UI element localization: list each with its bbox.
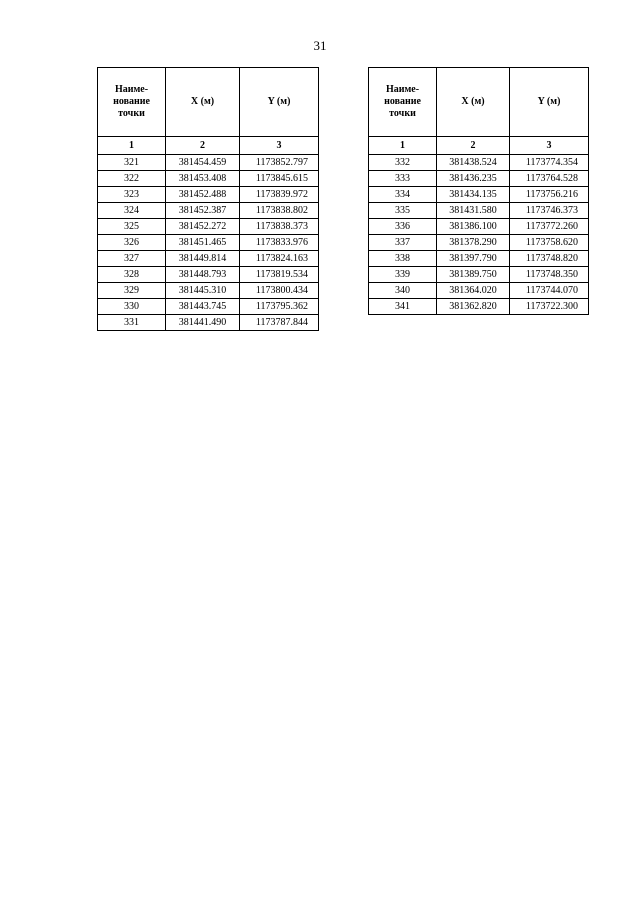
y-coordinate-cell: 1173756.216 bbox=[510, 187, 589, 203]
y-coordinate-cell: 1173852.797 bbox=[240, 155, 319, 171]
x-coordinate-cell: 381454.459 bbox=[166, 155, 240, 171]
x-coordinate-cell: 381453.408 bbox=[166, 171, 240, 187]
point-name-cell: 336 bbox=[369, 219, 437, 235]
header-y: Y (м) bbox=[240, 68, 319, 137]
y-coordinate-cell: 1173839.972 bbox=[240, 187, 319, 203]
y-coordinate-cell: 1173746.373 bbox=[510, 203, 589, 219]
column-number-2: 2 bbox=[166, 137, 240, 155]
point-name-cell: 333 bbox=[369, 171, 437, 187]
point-name-cell: 328 bbox=[98, 267, 166, 283]
table-row bbox=[98, 315, 319, 331]
x-coordinate-cell: 381431.580 bbox=[437, 203, 510, 219]
y-coordinate-cell: 1173824.163 bbox=[240, 251, 319, 267]
point-name-cell: 332 bbox=[369, 155, 437, 171]
x-coordinate-cell: 381389.750 bbox=[437, 267, 510, 283]
table-body-left bbox=[98, 155, 319, 331]
y-coordinate-cell: 1173787.844 bbox=[240, 315, 319, 331]
table-row bbox=[369, 267, 589, 283]
column-number-1: 1 bbox=[98, 137, 166, 155]
x-coordinate-cell: 381452.387 bbox=[166, 203, 240, 219]
x-coordinate-cell: 381436.235 bbox=[437, 171, 510, 187]
x-coordinate-cell: 381452.272 bbox=[166, 219, 240, 235]
point-name-cell: 323 bbox=[98, 187, 166, 203]
x-coordinate-cell: 381362.820 bbox=[437, 299, 510, 315]
column-number-2: 2 bbox=[437, 137, 510, 155]
y-coordinate-cell: 1173838.373 bbox=[240, 219, 319, 235]
x-coordinate-cell: 381438.524 bbox=[437, 155, 510, 171]
y-coordinate-cell: 1173838.802 bbox=[240, 203, 319, 219]
point-name-cell: 329 bbox=[98, 283, 166, 299]
y-coordinate-cell: 1173800.434 bbox=[240, 283, 319, 299]
header-point-name: Наиме- нование точки bbox=[369, 68, 437, 137]
x-coordinate-cell: 381434.135 bbox=[437, 187, 510, 203]
y-coordinate-cell: 1173833.976 bbox=[240, 235, 319, 251]
point-name-cell: 339 bbox=[369, 267, 437, 283]
y-coordinate-cell: 1173748.820 bbox=[510, 251, 589, 267]
x-coordinate-cell: 381452.488 bbox=[166, 187, 240, 203]
table-header-row bbox=[98, 68, 319, 137]
table-row bbox=[98, 171, 319, 187]
table-row bbox=[369, 299, 589, 315]
table-row bbox=[98, 251, 319, 267]
x-coordinate-cell: 381364.020 bbox=[437, 283, 510, 299]
y-coordinate-cell: 1173845.615 bbox=[240, 171, 319, 187]
x-coordinate-cell: 381448.793 bbox=[166, 267, 240, 283]
coordinates-table-right bbox=[368, 67, 589, 315]
point-name-cell: 322 bbox=[98, 171, 166, 187]
y-coordinate-cell: 1173722.300 bbox=[510, 299, 589, 315]
page-number: 31 bbox=[313, 38, 327, 53]
table-row bbox=[98, 235, 319, 251]
point-name-cell: 330 bbox=[98, 299, 166, 315]
y-coordinate-cell: 1173744.070 bbox=[510, 283, 589, 299]
point-name-cell: 334 bbox=[369, 187, 437, 203]
x-coordinate-cell: 381451.465 bbox=[166, 235, 240, 251]
point-name-cell: 335 bbox=[369, 203, 437, 219]
table-row bbox=[369, 171, 589, 187]
table-row bbox=[98, 219, 319, 235]
x-coordinate-cell: 381378.290 bbox=[437, 235, 510, 251]
column-number-3: 3 bbox=[240, 137, 319, 155]
table-row bbox=[369, 203, 589, 219]
table-row bbox=[98, 187, 319, 203]
point-name-cell: 327 bbox=[98, 251, 166, 267]
table-row bbox=[369, 251, 589, 267]
x-coordinate-cell: 381449.814 bbox=[166, 251, 240, 267]
y-coordinate-cell: 1173774.354 bbox=[510, 155, 589, 171]
point-name-cell: 321 bbox=[98, 155, 166, 171]
table-row bbox=[369, 235, 589, 251]
y-coordinate-cell: 1173764.528 bbox=[510, 171, 589, 187]
x-coordinate-cell: 381441.490 bbox=[166, 315, 240, 331]
y-coordinate-cell: 1173758.620 bbox=[510, 235, 589, 251]
header-x: X (м) bbox=[437, 68, 510, 137]
point-name-cell: 325 bbox=[98, 219, 166, 235]
y-coordinate-cell: 1173748.350 bbox=[510, 267, 589, 283]
column-number-row bbox=[369, 137, 589, 155]
y-coordinate-cell: 1173819.534 bbox=[240, 267, 319, 283]
table-row bbox=[98, 283, 319, 299]
point-name-cell: 324 bbox=[98, 203, 166, 219]
point-name-cell: 326 bbox=[98, 235, 166, 251]
y-coordinate-cell: 1173795.362 bbox=[240, 299, 319, 315]
table-row bbox=[98, 203, 319, 219]
table-row bbox=[369, 155, 589, 171]
column-number-3: 3 bbox=[510, 137, 589, 155]
header-point-name: Наиме- нование точки bbox=[98, 68, 166, 137]
table-row bbox=[98, 155, 319, 171]
column-number-row bbox=[98, 137, 319, 155]
point-name-cell: 338 bbox=[369, 251, 437, 267]
x-coordinate-cell: 381386.100 bbox=[437, 219, 510, 235]
column-number-1: 1 bbox=[369, 137, 437, 155]
table-row bbox=[369, 219, 589, 235]
point-name-cell: 331 bbox=[98, 315, 166, 331]
y-coordinate-cell: 1173772.260 bbox=[510, 219, 589, 235]
table-body-right bbox=[369, 155, 589, 315]
coordinates-table-left bbox=[97, 67, 319, 331]
header-y: Y (м) bbox=[510, 68, 589, 137]
table-row bbox=[369, 283, 589, 299]
x-coordinate-cell: 381397.790 bbox=[437, 251, 510, 267]
point-name-cell: 337 bbox=[369, 235, 437, 251]
table-row bbox=[98, 267, 319, 283]
point-name-cell: 341 bbox=[369, 299, 437, 315]
table-row bbox=[369, 187, 589, 203]
x-coordinate-cell: 381443.745 bbox=[166, 299, 240, 315]
table-row bbox=[98, 299, 319, 315]
point-name-cell: 340 bbox=[369, 283, 437, 299]
table-header-row bbox=[369, 68, 589, 137]
header-x: X (м) bbox=[166, 68, 240, 137]
x-coordinate-cell: 381445.310 bbox=[166, 283, 240, 299]
